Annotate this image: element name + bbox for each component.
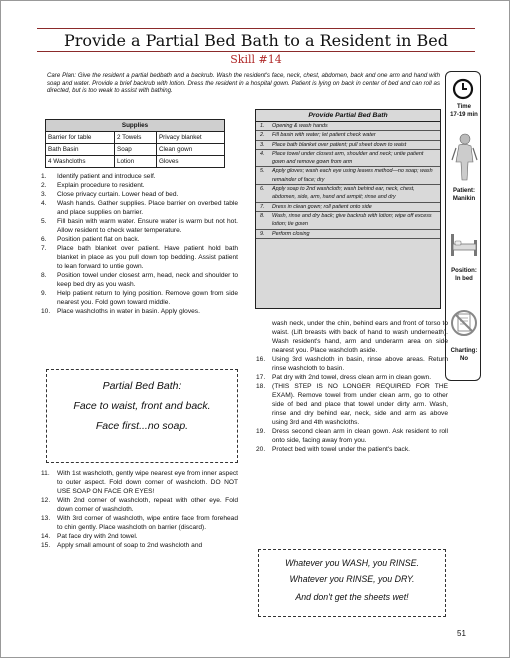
step-number: 6.: [41, 236, 47, 243]
step-number: 8.: [41, 272, 47, 279]
step-text: Position patient flat on back.: [57, 236, 140, 243]
step-text: Place washcloths in water in basin. Apply gloves.: [57, 308, 200, 315]
list-item: [41, 469, 238, 496]
step-number: 19.: [256, 428, 266, 435]
info-sidebar: [445, 71, 481, 381]
step-text: With 3rd corner of washcloth, wipe entire face from forehead to chin gently. Place washcloth on barrier (discard).: [57, 515, 238, 531]
step-number: 13.: [41, 515, 51, 522]
item-number: 9.: [260, 230, 265, 237]
partial-bath-summary-box: [255, 109, 441, 309]
step-number: 10.: [41, 308, 51, 315]
list-item: [256, 185, 440, 203]
table-cell: 2 Towels: [115, 132, 157, 144]
list-item: [41, 496, 238, 514]
position-value: In bed: [455, 276, 473, 282]
item-number: 8.: [260, 212, 265, 219]
list-item: [41, 514, 238, 532]
callout-line: Partial Bed Bath:: [102, 380, 182, 392]
item-text: Apply gloves; wash each eye using leaves method—no soap; wash remainder of face; dry: [272, 168, 433, 183]
step-text: With 2nd corner of washcloth, repeat with other eye. Fold down corner of washcloth.: [57, 497, 238, 513]
step-number: 14.: [41, 533, 51, 540]
callout-line: Face to waist, front and back.: [73, 400, 211, 412]
patient-value: Manikin: [452, 196, 476, 202]
table-cell: Bath Basin: [46, 144, 115, 156]
charting-value: No: [460, 356, 468, 362]
list-item: [41, 532, 238, 541]
page-title: Provide a Partial Bed Bath to a Resident in Bed: [64, 31, 448, 50]
step-text: Dress second clean arm in clean gown. Ask resident to roll onto side, facing away from you.: [272, 428, 448, 444]
step-text: Close privacy curtain. Lower head of bed.: [57, 191, 179, 198]
list-item: [41, 190, 238, 199]
list-item: [256, 212, 440, 230]
supplies-title: Supplies: [46, 120, 225, 132]
position-label: Position:: [451, 268, 477, 274]
table-row: [46, 132, 225, 144]
title-rule: [37, 51, 475, 52]
bed-icon: [449, 230, 479, 260]
list-item: [41, 217, 238, 235]
item-number: 7.: [260, 203, 265, 210]
wash-rinse-callout: [258, 549, 446, 617]
step-continuation: wash neck, under the chin, behind ears and front of torso to waist. (Lift breasts with back of hand to wash underneath). Wash resident's hand, arm and underarm area on side nearest you. Place washcloth aside.: [272, 320, 448, 354]
list-item: [41, 244, 238, 271]
step-number: 12.: [41, 497, 51, 504]
item-number: 5.: [260, 168, 265, 175]
callout-line: Face first...no soap.: [95, 420, 189, 432]
item-number: 4.: [260, 150, 265, 157]
summary-list: [256, 122, 440, 239]
steps-column-left-bottom: [41, 469, 238, 550]
table-row: [46, 144, 225, 156]
step-number: 9.: [41, 290, 47, 297]
list-item: [256, 382, 448, 427]
list-item: [41, 199, 238, 217]
step-number: 3.: [41, 191, 47, 198]
page-number: 51: [457, 629, 466, 638]
list-item: [41, 235, 238, 244]
step-text: Wash hands. Gather supplies. Place barrier on overbed table and place supplies on barrier.: [57, 200, 238, 216]
steps-column-left-top: [41, 172, 238, 316]
list-item: [256, 355, 448, 373]
list-item: [256, 445, 448, 454]
item-number: 3.: [260, 141, 265, 148]
list-item: [256, 150, 440, 168]
partial-bath-callout: [46, 369, 238, 463]
top-rule: [37, 28, 475, 29]
step-text: Help patient return to lying position. Remove gown from side nearest you. Fold gown toward middle.: [57, 290, 238, 306]
step-text: With 1st washcloth, gently wipe nearest eye from inner aspect to outer aspect. Fold down corner of washcloth. DO NOT USE SOAP ON FACE OR EYES!: [57, 470, 238, 495]
list-item: [41, 289, 238, 307]
step-number: 16.: [256, 356, 266, 363]
list-item: [256, 141, 440, 150]
steps-column-right: [256, 319, 448, 454]
list-item: [256, 122, 440, 131]
item-text: Dress in clean gown; roll patient onto side: [272, 203, 372, 210]
supplies-table: [45, 119, 225, 168]
list-item: [256, 131, 440, 140]
list-item: [256, 427, 448, 445]
callout-line: Whatever you WASH, you RINSE.: [285, 558, 419, 568]
table-cell: Barrier for table: [46, 132, 115, 144]
step-number: 15.: [41, 542, 51, 549]
step-text: Apply small amount of soap to 2nd washcloth and: [57, 542, 203, 549]
charting-label: Charting:: [450, 348, 478, 354]
item-number: 2.: [260, 132, 265, 139]
step-number: 4.: [41, 200, 47, 207]
time-value: 17-19 min: [450, 112, 478, 118]
step-text: Pat dry with 2nd towel, dress clean arm in clean gown.: [272, 374, 432, 381]
patient-label: Patient:: [452, 188, 475, 194]
table-cell: Privacy blanket: [156, 132, 224, 144]
list-item: [256, 230, 440, 239]
item-text: Opening & wash hands: [272, 123, 328, 129]
step-text: Using 3rd washcloth in basin, rinse above areas. Return rinse washcloth to basin.: [272, 356, 448, 372]
item-number: 1.: [260, 123, 265, 129]
item-number: 6.: [260, 186, 265, 193]
table-cell: Gloves: [156, 156, 224, 168]
step-number: 1.: [41, 173, 47, 180]
step-number: 17.: [256, 374, 266, 381]
step-text: Explain procedure to resident.: [57, 182, 145, 189]
step-number: 20.: [256, 446, 266, 453]
step-text: Protect bed with towel under the patient's back.: [272, 446, 410, 453]
summary-box-title: Provide Partial Bed Bath: [256, 110, 440, 122]
step-number: 2.: [41, 182, 47, 189]
table-cell: Soap: [115, 144, 157, 156]
list-item: [41, 172, 238, 181]
care-plan-text: Care Plan: Give the resident a partial bedbath and a backrub. Wash the resident's face, neck, chest, abdomen, back and one arm and hand with soap and water. Provide a brief backrub with lotion. Dress the resident in a hospital gown. Patient is lying on back in center of bed and can roll as directed, but is too weak to assist with bathing.: [47, 72, 440, 95]
step-text: Pat face dry with 2nd towel.: [57, 533, 138, 540]
table-cell: Lotion: [115, 156, 157, 168]
item-text: Apply soap to 2nd washcloth; wash behind ear, neck, chest, abdomen, side, arm, hand and armpit; rinse and dry: [272, 186, 415, 201]
step-number: 5.: [41, 218, 47, 225]
item-text: Perform closing: [272, 230, 310, 237]
table-cell: Clean gown: [156, 144, 224, 156]
clock-icon: [452, 78, 474, 100]
step-text: Fill basin with warm water. Ensure water is warm but not hot. Allow resident to check water temperature.: [57, 218, 238, 234]
list-item: [41, 271, 238, 289]
list-item: [256, 373, 448, 382]
callout-line: And don't get the sheets wet!: [295, 592, 409, 602]
list-item: [41, 307, 238, 316]
step-text: Identify patient and introduce self.: [57, 173, 156, 180]
list-item: [41, 541, 238, 550]
callout-line: Whatever you RINSE, you DRY.: [289, 574, 415, 584]
step-number: 11.: [41, 470, 50, 477]
list-item: [41, 181, 238, 190]
patient-figure-icon: [449, 132, 479, 184]
skill-number: Skill #14: [230, 53, 282, 66]
step-text: Position towel under closest arm, head, neck and shoulder to keep bed dry as you wash.: [57, 272, 238, 288]
no-charting-icon: [449, 308, 479, 338]
time-label: Time: [457, 104, 471, 110]
step-text: Place bath blanket over patient. Have patient hold bath blanket in place as you pull down top bedding. Assist patient to lean forward to untie gown.: [57, 245, 238, 270]
table-row: [46, 156, 225, 168]
item-text: Place bath blanket over patient; pull sheet down to waist: [272, 141, 407, 148]
item-text: Fill basin with water; let patient check water: [272, 132, 376, 139]
list-item: [256, 203, 440, 212]
step-number: 18.: [256, 383, 266, 390]
item-text: Place towel under closest arm, shoulder and neck; untie patient gown and remove gown from arm: [272, 150, 424, 166]
table-cell: 4 Washcloths: [46, 156, 115, 168]
list-item: [256, 167, 440, 185]
item-text: Wash, rinse and dry back; give backrub with lotion; wipe off excess lotion; tie gown: [272, 212, 432, 228]
step-text: (THIS STEP IS NO LONGER REQUIRED FOR THE EXAM). Remove towel from under clean arm, go to other side of bed and place that towel under dirty arm. Wash, rinse and dry behind ear, neck, side and arm as above using 3rd and 4th washcloths.: [272, 383, 448, 426]
step-number: 7.: [41, 245, 47, 252]
